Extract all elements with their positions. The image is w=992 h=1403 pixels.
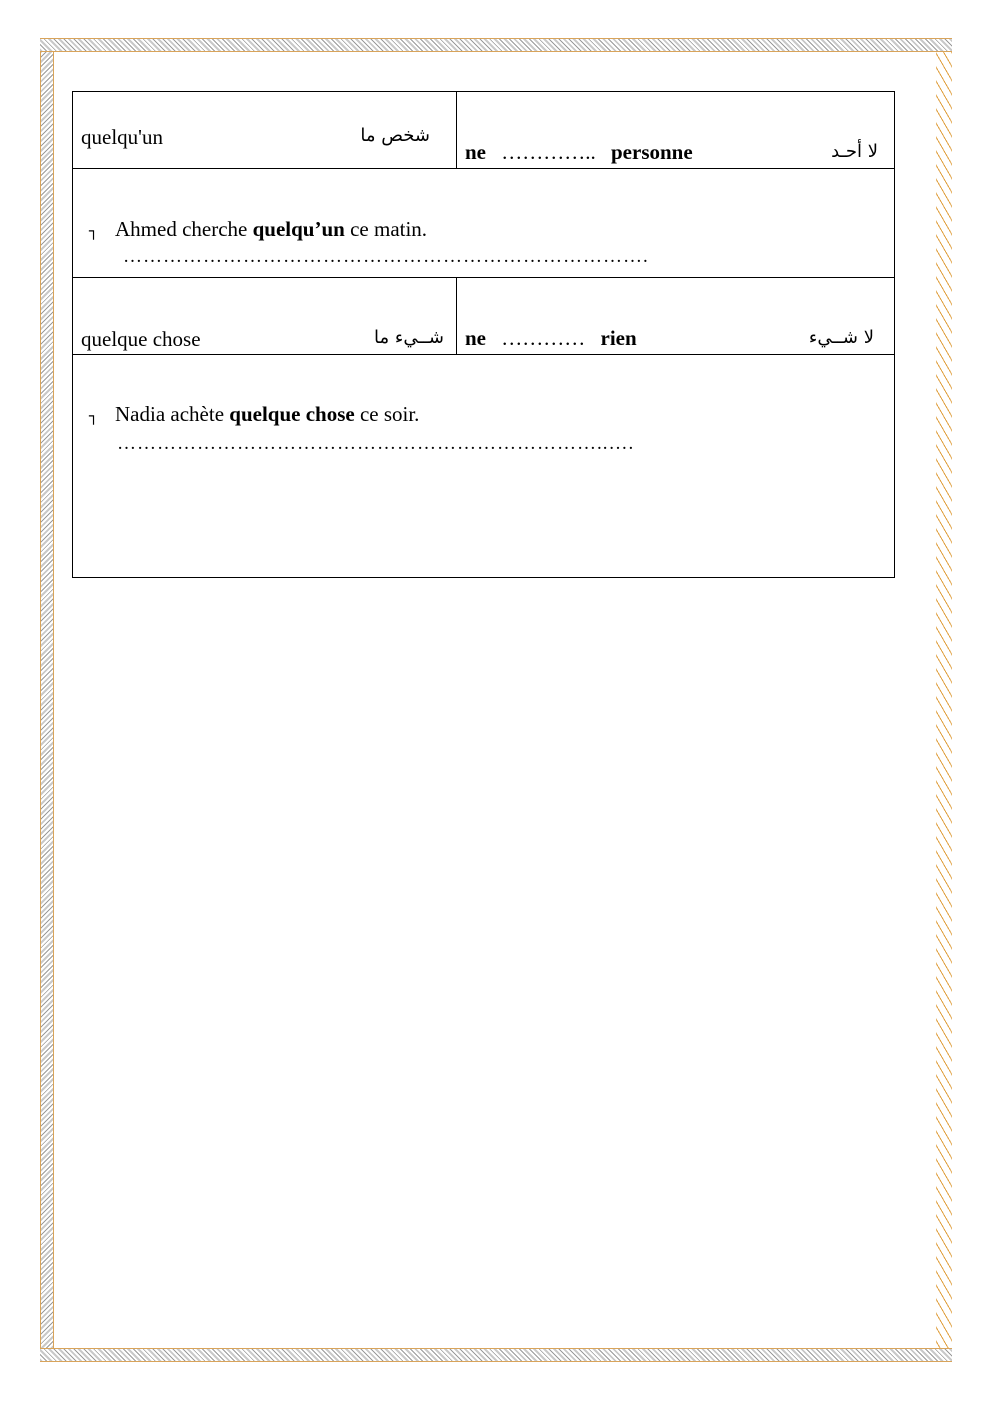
example-cell [73,169,895,278]
negative-term-cell [457,92,895,169]
example-sentence [89,217,894,242]
negation-phrase [465,326,637,351]
negation-phrase [465,140,693,165]
vocabulary-table [72,91,895,578]
answer-line: ………………………………………………………………..…. [117,433,635,454]
arabic-negation: لا شــيء [808,327,874,348]
positive-term-cell [73,278,457,355]
checkbox-icon: ┐ [89,222,99,240]
negation-word: personne [611,140,693,164]
arabic-term: شخص ما [360,125,430,146]
negative-term-cell [457,278,895,355]
positive-term-cell [73,92,457,169]
sentence-end: ce matin. [344,217,428,241]
page-border-bottom [40,1348,952,1362]
sentence-start: Ahmed cherche [115,217,253,241]
negation-ne: ne [465,326,486,350]
example-row-1 [73,169,895,278]
term-row-quelquun [73,92,895,169]
example-row-2 [73,355,895,578]
french-term: quelqu'un [81,125,163,149]
sentence-start: Nadia achète [115,402,230,426]
answer-line: ……………………………………………………………………. [123,246,649,267]
sentence-keyword: quelque chose [229,402,355,426]
negation-word: rien [600,326,637,350]
checkbox-icon: ┐ [89,407,99,425]
sentence-keyword: quelqu’un [252,217,345,241]
negation-blank: ………… [501,326,586,350]
term-row-quelque-chose [73,278,895,355]
negation-ne: ne [465,140,486,164]
example-cell [73,355,895,578]
sentence-end: ce soir. [354,402,420,426]
example-sentence [89,402,894,427]
page-border-top [40,38,952,52]
arabic-term: شــيء ما [374,327,444,348]
arabic-negation: لا أحـد [831,141,878,162]
page-border-left [40,52,54,1348]
french-term: quelque chose [81,327,201,351]
negation-blank: ………….. [501,140,596,164]
page-border-right [936,52,952,1348]
